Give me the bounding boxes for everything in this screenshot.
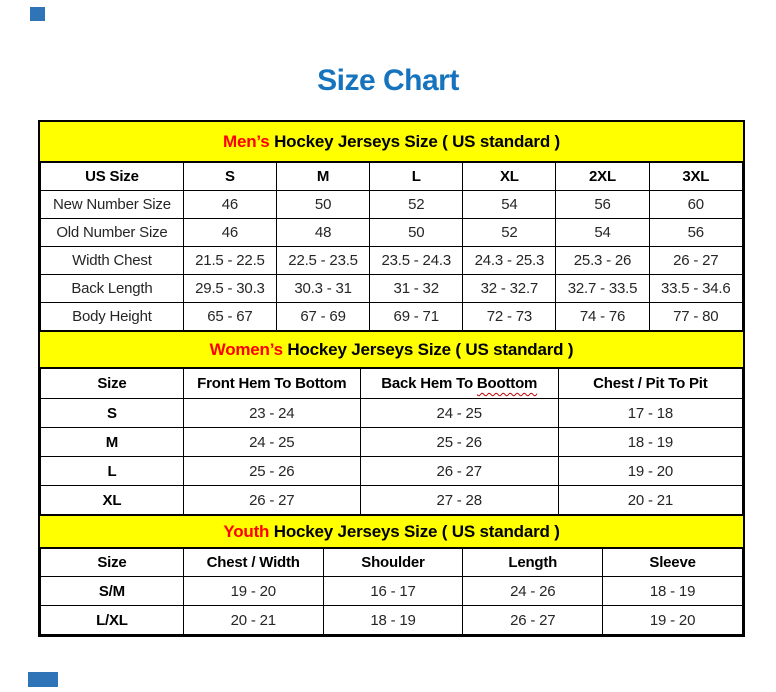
table-row	[41, 219, 743, 247]
size-value-cell: 46	[183, 191, 276, 219]
mens-row-label: New Number Size	[41, 191, 184, 219]
size-chart-tables	[38, 120, 745, 637]
size-value-cell: 29.5 - 30.3	[183, 275, 276, 303]
youth-header-cell: Shoulder	[323, 549, 463, 577]
womens-row-label: L	[41, 457, 184, 486]
youth-header-cell: Length	[463, 549, 603, 577]
size-value-cell: 18 - 19	[323, 606, 463, 635]
table-row	[41, 399, 743, 428]
table-row	[41, 303, 743, 331]
size-value-cell: 52	[463, 219, 556, 247]
womens-row-label: XL	[41, 486, 184, 515]
size-value-cell: 72 - 73	[463, 303, 556, 331]
mens-size-table	[40, 162, 743, 331]
mens-section-banner	[40, 122, 743, 162]
womens-header-cell: Chest / Pit To Pit	[558, 369, 742, 399]
table-row	[41, 275, 743, 303]
size-value-cell: 18 - 19	[558, 428, 742, 457]
size-value-cell: 65 - 67	[183, 303, 276, 331]
mens-row-label: Body Height	[41, 303, 184, 331]
womens-header-cell: Front Hem To Bottom	[183, 369, 360, 399]
size-value-cell: 67 - 69	[277, 303, 370, 331]
size-value-cell: 24 - 26	[463, 577, 603, 606]
youth-row-label: S/M	[41, 577, 184, 606]
mens-header-cell: M	[277, 163, 370, 191]
page-title: Size Chart	[317, 64, 459, 97]
youth-header-cell: Sleeve	[603, 549, 743, 577]
mens-row-label: Width Chest	[41, 247, 184, 275]
size-value-cell: 25.3 - 26	[556, 247, 649, 275]
blue-artifact-bottom	[28, 672, 58, 687]
size-value-cell: 56	[649, 219, 742, 247]
size-value-cell: 16 - 17	[323, 577, 463, 606]
size-value-cell: 26 - 27	[360, 457, 558, 486]
size-value-cell: 19 - 20	[183, 577, 323, 606]
size-value-cell: 20 - 21	[558, 486, 742, 515]
youth-banner-highlight: Youth	[223, 521, 270, 541]
mens-header-cell: 3XL	[649, 163, 742, 191]
blue-artifact-top	[30, 7, 45, 21]
size-value-cell: 18 - 19	[603, 577, 743, 606]
size-value-cell: 19 - 20	[558, 457, 742, 486]
mens-banner-highlight: Men’s	[223, 131, 270, 151]
womens-header-misspelled-word: Boottom	[476, 375, 538, 392]
table-row	[41, 606, 743, 635]
size-value-cell: 24 - 25	[183, 428, 360, 457]
size-value-cell: 54	[463, 191, 556, 219]
youth-size-table	[40, 548, 743, 635]
size-value-cell: 54	[556, 219, 649, 247]
youth-header-cell: Size	[41, 549, 184, 577]
womens-banner-highlight: Women’s	[209, 339, 283, 359]
womens-section-banner	[40, 331, 743, 368]
size-value-cell: 30.3 - 31	[277, 275, 370, 303]
table-row	[41, 191, 743, 219]
mens-header-cell: XL	[463, 163, 556, 191]
size-value-cell: 20 - 21	[183, 606, 323, 635]
mens-banner-text: Hockey Jerseys Size ( US standard )	[269, 131, 560, 151]
mens-row-label: Old Number Size	[41, 219, 184, 247]
size-value-cell: 74 - 76	[556, 303, 649, 331]
table-row	[41, 428, 743, 457]
size-value-cell: 19 - 20	[603, 606, 743, 635]
size-value-cell: 22.5 - 23.5	[277, 247, 370, 275]
womens-header-back-hem-prefix: Back Hem To	[381, 375, 477, 392]
mens-header-cell: L	[370, 163, 463, 191]
size-value-cell: 25 - 26	[360, 428, 558, 457]
size-value-cell: 17 - 18	[558, 399, 742, 428]
mens-header-cell: S	[183, 163, 276, 191]
table-row	[41, 457, 743, 486]
size-value-cell: 48	[277, 219, 370, 247]
youth-banner-text: Hockey Jerseys Size ( US standard )	[269, 521, 560, 541]
size-value-cell: 26 - 27	[463, 606, 603, 635]
youth-section-banner	[40, 515, 743, 548]
size-value-cell: 26 - 27	[183, 486, 360, 515]
size-value-cell: 46	[183, 219, 276, 247]
womens-header-cell	[360, 369, 558, 399]
size-value-cell: 33.5 - 34.6	[649, 275, 742, 303]
table-row	[41, 247, 743, 275]
size-value-cell: 26 - 27	[649, 247, 742, 275]
womens-banner-text: Hockey Jerseys Size ( US standard )	[282, 339, 574, 359]
size-value-cell: 56	[556, 191, 649, 219]
size-value-cell: 27 - 28	[360, 486, 558, 515]
womens-header-cell: Size	[41, 369, 184, 399]
size-value-cell: 69 - 71	[370, 303, 463, 331]
table-row	[41, 486, 743, 515]
size-value-cell: 50	[370, 219, 463, 247]
size-value-cell: 77 - 80	[649, 303, 742, 331]
size-value-cell: 21.5 - 22.5	[183, 247, 276, 275]
youth-row-label: L/XL	[41, 606, 184, 635]
size-value-cell: 60	[649, 191, 742, 219]
mens-header-cell: US Size	[41, 163, 184, 191]
womens-row-label: S	[41, 399, 184, 428]
size-value-cell: 24 - 25	[360, 399, 558, 428]
size-value-cell: 32 - 32.7	[463, 275, 556, 303]
youth-header-cell: Chest / Width	[183, 549, 323, 577]
youth-header-row	[41, 549, 743, 577]
size-value-cell: 31 - 32	[370, 275, 463, 303]
mens-row-label: Back Length	[41, 275, 184, 303]
size-value-cell: 23.5 - 24.3	[370, 247, 463, 275]
size-value-cell: 23 - 24	[183, 399, 360, 428]
womens-header-row	[41, 369, 743, 399]
womens-row-label: M	[41, 428, 184, 457]
size-value-cell: 50	[277, 191, 370, 219]
womens-size-table	[40, 368, 743, 515]
mens-header-cell: 2XL	[556, 163, 649, 191]
size-value-cell: 25 - 26	[183, 457, 360, 486]
mens-header-row	[41, 163, 743, 191]
size-value-cell: 32.7 - 33.5	[556, 275, 649, 303]
table-row	[41, 577, 743, 606]
size-value-cell: 52	[370, 191, 463, 219]
size-value-cell: 24.3 - 25.3	[463, 247, 556, 275]
